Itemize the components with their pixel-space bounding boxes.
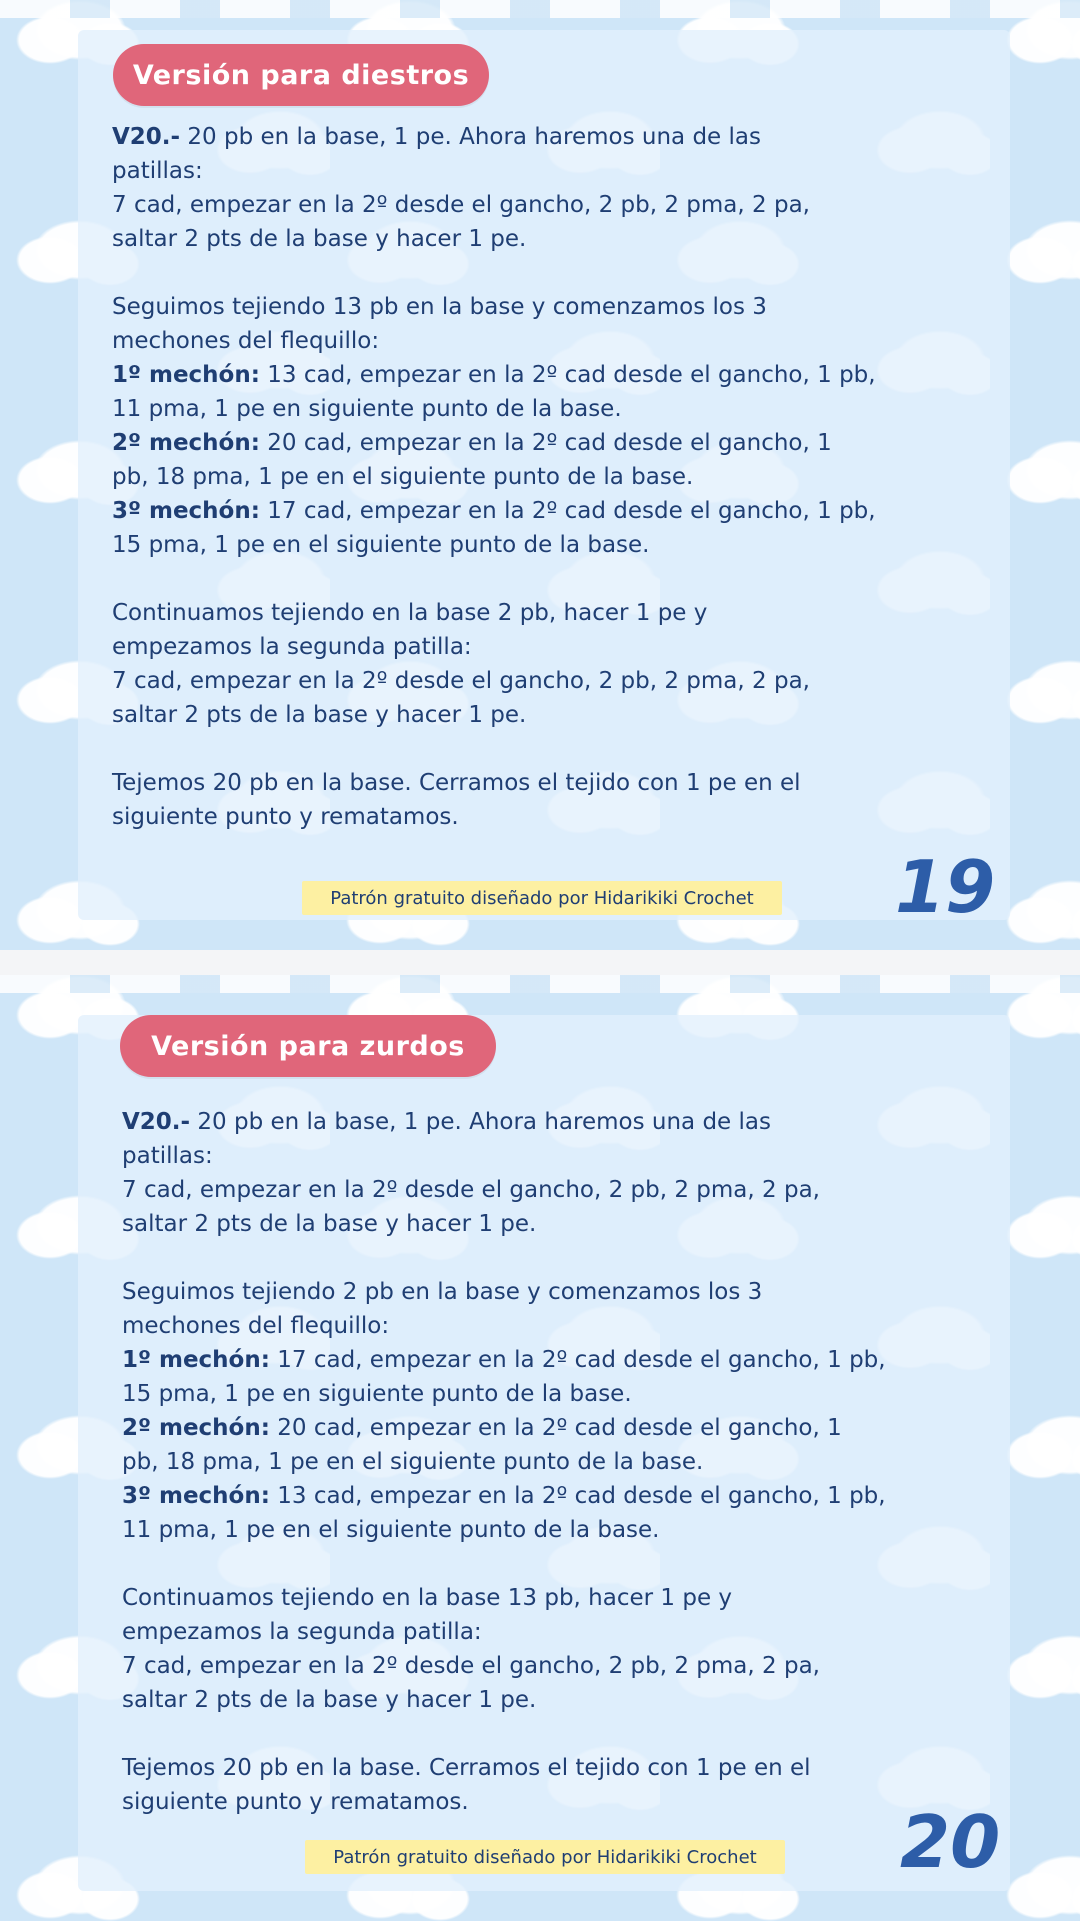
text-line: 11 pma, 1 pe en el siguiente punto de la base. (122, 1517, 660, 1543)
paragraph (122, 1751, 962, 1819)
paragraph (112, 596, 952, 732)
text-line: Tejemos 20 pb en la base. Cerramos el tejido con 1 pe en el (112, 770, 801, 796)
card-divider (0, 950, 1080, 975)
text-line: 1º mechón: 17 cad, empezar en la 2º cad desde el gancho, 1 pb, (122, 1347, 886, 1373)
paragraph (122, 1581, 962, 1717)
text-line: 1º mechón: 13 cad, empezar en la 2º cad desde el gancho, 1 pb, (112, 362, 876, 388)
text-line: 2º mechón: 20 cad, empezar en la 2º cad desde el gancho, 1 (112, 430, 832, 456)
pattern-card-20 (0, 975, 1080, 1921)
text-line: V20.- 20 pb en la base, 1 pe. Ahora haremos una de las (122, 1109, 771, 1135)
text-line: Continuamos tejiendo en la base 13 pb, hacer 1 pe y (122, 1585, 733, 1611)
text-line: pb, 18 pma, 1 pe en el siguiente punto de la base. (122, 1449, 704, 1475)
text-line: saltar 2 pts de la base y hacer 1 pe. (112, 226, 527, 252)
pattern-card-19 (0, 0, 1080, 950)
text-line: Seguimos tejiendo 2 pb en la base y comenzamos los 3 (122, 1279, 763, 1305)
paragraph (112, 120, 952, 256)
page-number: 19 (895, 845, 996, 929)
paragraph (112, 290, 952, 562)
credit-banner: Patrón gratuito diseñado por Hidarikiki Crochet (302, 881, 782, 915)
text-line: 3º mechón: 13 cad, empezar en la 2º cad desde el gancho, 1 pb, (122, 1483, 886, 1509)
text-line: saltar 2 pts de la base y hacer 1 pe. (112, 702, 527, 728)
text-line: V20.- 20 pb en la base, 1 pe. Ahora haremos una de las (112, 124, 761, 150)
text-line: 15 pma, 1 pe en el siguiente punto de la base. (112, 532, 650, 558)
text-line: patillas: (122, 1143, 213, 1169)
instructions (112, 120, 952, 834)
text-line: Tejemos 20 pb en la base. Cerramos el tejido con 1 pe en el (122, 1755, 811, 1781)
page-number: 20 (900, 1800, 1001, 1884)
credit-banner: Patrón gratuito diseñado por Hidarikiki Crochet (305, 1840, 785, 1874)
text-line: saltar 2 pts de la base y hacer 1 pe. (122, 1687, 537, 1713)
text-line: 11 pma, 1 pe en siguiente punto de la base. (112, 396, 622, 422)
text-line: siguiente punto y rematamos. (122, 1789, 469, 1815)
text-line: 7 cad, empezar en la 2º desde el gancho, 2 pb, 2 pma, 2 pa, (112, 192, 810, 218)
text-line: saltar 2 pts de la base y hacer 1 pe. (122, 1211, 537, 1237)
text-line: patillas: (112, 158, 203, 184)
paragraph (112, 766, 952, 834)
text-line: Seguimos tejiendo 13 pb en la base y comenzamos los 3 (112, 294, 767, 320)
paragraph (122, 1105, 962, 1241)
text-line: mechones del flequillo: (122, 1313, 390, 1339)
text-line: empezamos la segunda patilla: (122, 1619, 482, 1645)
version-header-left-handed: Versión para zurdos (120, 1015, 496, 1077)
text-line: 7 cad, empezar en la 2º desde el gancho, 2 pb, 2 pma, 2 pa, (122, 1177, 820, 1203)
text-line: 15 pma, 1 pe en siguiente punto de la base. (122, 1381, 632, 1407)
version-header-right-handed: Versión para diestros (113, 44, 489, 106)
instructions (122, 1105, 962, 1819)
text-line: 2º mechón: 20 cad, empezar en la 2º cad desde el gancho, 1 (122, 1415, 842, 1441)
text-line: Continuamos tejiendo en la base 2 pb, hacer 1 pe y (112, 600, 708, 626)
text-line: 7 cad, empezar en la 2º desde el gancho, 2 pb, 2 pma, 2 pa, (112, 668, 810, 694)
text-line: mechones del flequillo: (112, 328, 380, 354)
paragraph (122, 1275, 962, 1547)
text-line: siguiente punto y rematamos. (112, 804, 459, 830)
text-line: pb, 18 pma, 1 pe en el siguiente punto de la base. (112, 464, 694, 490)
text-line: empezamos la segunda patilla: (112, 634, 472, 660)
text-line: 3º mechón: 17 cad, empezar en la 2º cad desde el gancho, 1 pb, (112, 498, 876, 524)
text-line: 7 cad, empezar en la 2º desde el gancho, 2 pb, 2 pma, 2 pa, (122, 1653, 820, 1679)
